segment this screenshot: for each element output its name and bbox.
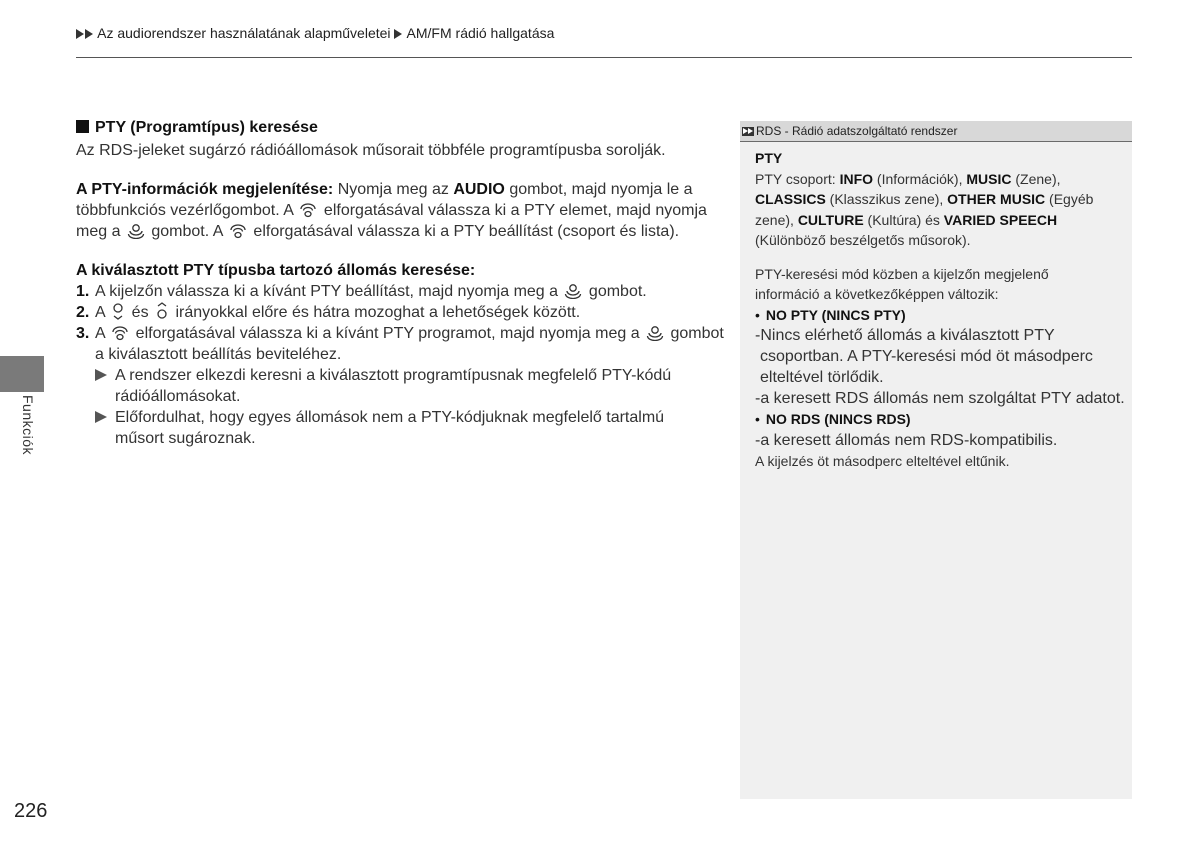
pty-groups-text: PTY csoport: INFO (Információk), MUSIC (Zene), CLASSICS (Klasszikus zene), OTHER MUSIC (Egyéb zene), CULTURE (Kultúra) és VARIED SPEECH (Különböző beszélgetős műsorok). <box>755 170 1094 248</box>
display-change-text: PTY-keresési mód közben a kijelzőn megjelenő információ a következőképpen változik: <box>755 265 1049 302</box>
rotate-knob-icon <box>229 223 247 239</box>
no-pty-item: • NO PTY (NINCS PTY) <box>755 305 1132 326</box>
section-title: PTY (Programtípus) keresése <box>76 117 726 138</box>
move-up-knob-icon <box>155 302 169 320</box>
rds-note-panel <box>740 121 1132 799</box>
search-heading: A kiválasztott PTY típusba tartozó állomás keresése: <box>76 262 476 279</box>
result-arrow-icon <box>95 365 115 407</box>
intro-text: Az RDS-jeleket sugárzó rádióállomások műsorait többféle programtípusba sorolják. <box>76 142 666 159</box>
no-rds-note: A kijelzés öt másodperc elteltével eltűnik. <box>755 452 1010 469</box>
main-content <box>76 117 726 449</box>
note-body <box>740 142 1132 471</box>
rotate-knob-icon <box>299 202 317 218</box>
move-down-knob-icon <box>111 302 125 320</box>
square-bullet-icon <box>76 120 89 133</box>
push-knob-icon <box>646 325 664 341</box>
chapter-label: Funkciók <box>20 395 36 456</box>
breadcrumb <box>76 25 554 41</box>
note-header: RDS - Rádió adatszolgáltató rendszer <box>740 121 1132 142</box>
pty-subtitle: PTY <box>755 150 783 166</box>
step-2: 2. A és irányokkal előre és hátra mozoghat a lehetőségek között. <box>76 304 581 321</box>
push-knob-icon <box>564 283 582 299</box>
breadcrumb-part-1: Az audiorendszer használatának alapműveletei <box>97 25 391 41</box>
step-3: 3. A elforgatásával válassza ki a kívánt PTY programot, majd nyomja meg a gombot a kiválasztott beállítás beviteléhez. <box>76 325 724 363</box>
triangle-right-icon <box>394 29 402 39</box>
result-1: A rendszer elkezdi keresni a kiválasztott programtípusnak megfelelő PTY-kódú rádióállomásokat. <box>76 365 726 407</box>
display-instructions: A PTY-információk megjelenítése: Nyomja meg az AUDIO gombot, majd nyomja le a többfunkciós vezérlőgombot. A elforgatásával válassza ki a PTY elemet, majd nyomja meg a gombot. A elforgatásával válassza ki a PTY beállítást (csoport és lista). <box>76 181 707 240</box>
no-pty-description: -Nincs elérhető állomás a kiválasztott PTY csoportban. A PTY-keresési mód öt másodperc elteltével törlődik. -a keresett RDS állomás nem szolgáltat PTY adatot. <box>755 327 1125 407</box>
result-arrow-icon <box>95 407 115 449</box>
step-1: 1. A kijelzőn válassza ki a kívánt PTY beállítást, majd nyomja meg a gombot. <box>76 283 647 300</box>
no-rds-item: • NO RDS (NINCS RDS) <box>755 409 1132 430</box>
push-knob-icon <box>127 223 145 239</box>
double-arrow-icon <box>742 127 754 136</box>
no-rds-description: -a keresett állomás nem RDS-kompatibilis. <box>755 431 1058 449</box>
triangle-right-icon <box>85 29 93 39</box>
header-divider <box>76 57 1132 58</box>
page-number: 226 <box>14 800 48 822</box>
breadcrumb-part-2: AM/FM rádió hallgatása <box>406 25 555 41</box>
chapter-tab-marker <box>0 356 44 392</box>
result-2: Előfordulhat, hogy egyes állomások nem a PTY-kódjuknak megfelelő tartalmú műsort sugároznak. <box>76 407 726 449</box>
triangle-right-icon <box>76 29 84 39</box>
rotate-knob-icon <box>111 325 129 341</box>
